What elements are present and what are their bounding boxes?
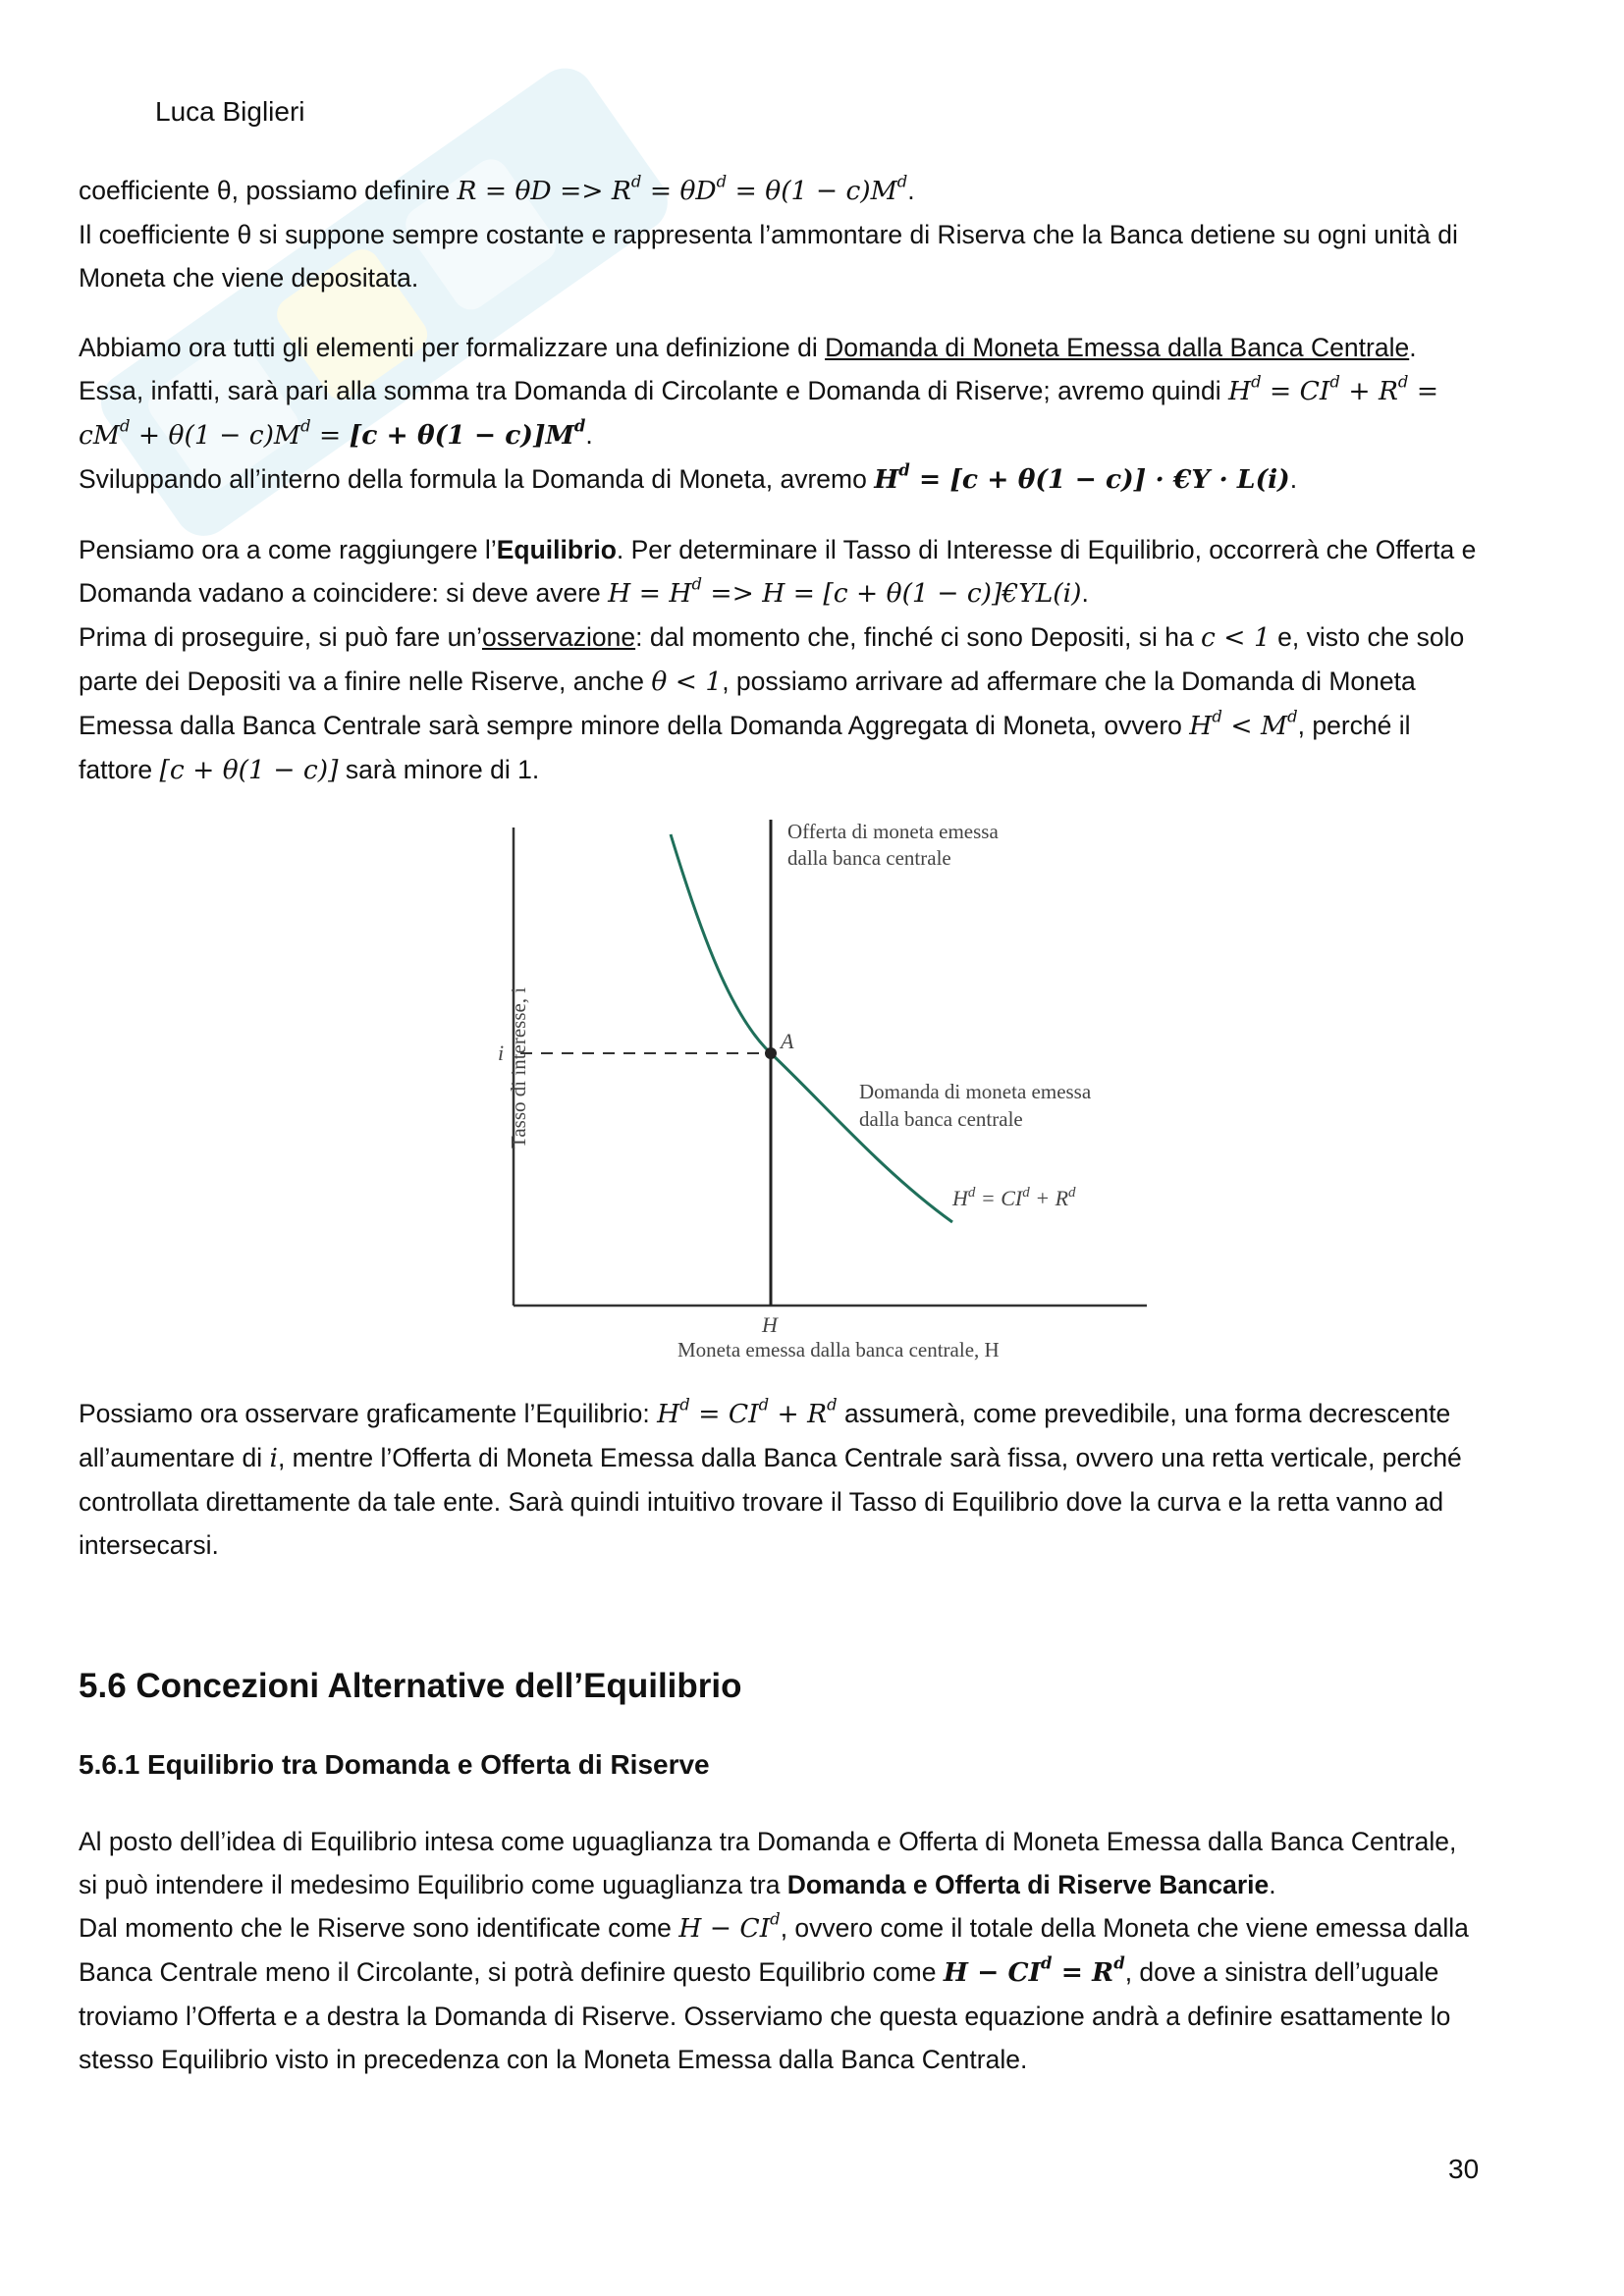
text-line: Dal momento che le Riserve sono identificate come $H - CI^d$, ovvero come il totale della Moneta che viene emessa dalla [79,1909,1469,1944]
text-line: Prima di proseguire, si può fare un’osservazione: dal momento che, finché ci sono Depositi, si ha c < 1 e, visto che solo [79,622,1465,653]
x-tick-label: H [762,1312,778,1337]
text-line: intersecarsi. [79,1530,219,1560]
supply-label-line2: dalla banca centrale [787,846,951,870]
text-line: Pensiamo ora a come raggiungere l’Equilibrio. Per determinare il Tasso di Interesse di Equilibrio, occorrerà che Offerta e [79,535,1477,564]
text-line: Il coefficiente θ si suppone sempre costante e rappresenta l’ammontare di Riserva che la Banca detiene su ogni unità di [79,220,1458,249]
text-line: Emessa dalla Banca Centrale sarà sempre minore della Domanda Aggregata di Moneta, ovvero $H^d < M^d$, perché il [79,707,1411,741]
text-line: Domanda vadano a coincidere: si deve avere $H = H^d => H = [c + \theta(1$ − c)]€YL(i). [79,574,1089,609]
point-label-a: A [781,1029,794,1053]
paragraph-theta-coefficient [79,169,1551,299]
author-header: Luca Biglieri [155,96,305,127]
text-line: all’aumentare di i, mentre l’Offerta di Moneta Emessa dalla Banca Centrale sarà fissa, ovvero una retta verticale, perché [79,1443,1462,1473]
text-line: Abbiamo ora tutti gli elementi per formalizzare una definizione di Domanda di Moneta Emessa dalla Banca Centrale. [79,333,1417,362]
page-number: 30 [1448,2154,1480,2184]
text-line: Possiamo ora osservare graficamente l’Equilibrio: $H^d = CI^d + R^d$ assumerà, come prevedibile, una forma decrescente [79,1395,1451,1429]
text-line: troviamo l’Offerta e a destra la Domanda di Riserve. Osserviamo che questa equazione andrà a definire esattamente lo [79,2002,1451,2031]
demand-label-line2: dalla banca centrale [859,1107,1023,1131]
text-line: si può intendere il medesimo Equilibrio come uguaglianza tra Domanda e Offerta di Riserve Bancarie. [79,1870,1276,1899]
text-line: fattore [c + θ(1 − c)] sarà minore di 1. [79,755,540,785]
text-line: parte dei Depositi va a finire nelle Riserve, anche θ < 1, possiamo arrivare ad affermare che la Domanda di Moneta [79,667,1416,697]
text-line: Essa, infatti, sarà pari alla somma tra Domanda di Circolante e Domanda di Riserve; avremo quindi $H^d = CI^d + R^d$ = [79,372,1439,406]
equilibrium-point [765,1047,777,1059]
paragraph-equilibrium [79,528,1551,792]
text-line: coefficiente θ, possiamo definire $R = \theta D => R^d = \theta D^d = \theta(1 - c)M^d$. [79,172,915,206]
section-title: 5.6 Concezioni Alternative dell’Equilibrio [79,1667,742,1705]
paragraph-money-demand [79,326,1551,502]
demand-equation: $H^d = CI^d + R^d$ [952,1185,1076,1210]
text-line: Al posto dell’idea di Equilibrio intesa come uguaglianza tra Domanda e Offerta di Moneta Emessa dalla Banca Centrale, [79,1827,1457,1856]
underlined-term: Domanda di Moneta Emessa dalla Banca Centrale [825,333,1410,362]
subsection-title: 5.6.1 Equilibrio tra Domanda e Offerta di Riserve [79,1749,710,1780]
demand-label-line1: Domanda di moneta emessa [859,1080,1092,1103]
text-line: $cM^d + \theta(1 - c)M^d = [c + \theta(1 - c)]M^d$. [79,416,593,451]
text-line: stesso Equilibrio visto in precedenza con la Moneta Emessa dalla Banca Centrale. [79,2045,1028,2074]
y-axis-label: Tasso di interesse, i [507,987,530,1148]
text-line: Moneta che viene depositata. [79,263,419,293]
y-tick-label: i [498,1041,505,1065]
supply-label-line1: Offerta di moneta emessa [787,820,999,843]
equilibrium-chart [481,800,1168,1369]
text-line: Sviluppando all’interno della formula la Domanda di Moneta, avremo $H^d = [c + \theta(1 - c)]$ · €Y · L(i). [79,460,1298,495]
text-line: controllata direttamente da tale ente. Sarà quindi intuitivo trovare il Tasso di Equilibrio dove la curva e la retta vanno ad [79,1487,1444,1517]
x-axis-label: Moneta emessa dalla banca centrale, H [677,1338,1000,1362]
text-line: Banca Centrale meno il Circolante, si potrà definire questo Equilibrio come $H - CI^d = R^d$, dove a sinistra dell’uguale [79,1953,1439,1988]
demand-curve [671,834,952,1222]
paragraph-graphical-equilibrium [79,1392,1551,1567]
paragraph-reserves-equilibrium [79,1820,1551,2081]
